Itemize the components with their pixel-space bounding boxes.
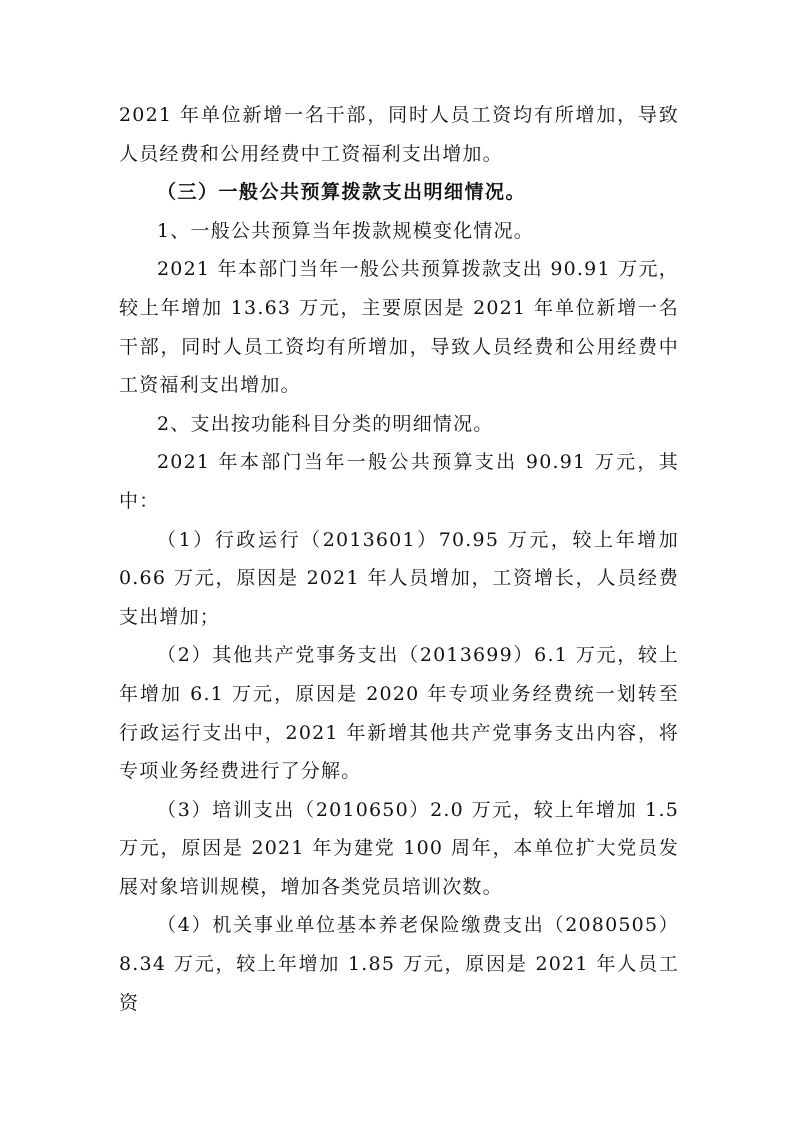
subsection-heading-1: 1、一般公共预算当年拨款规模变化情况。	[157, 219, 534, 242]
paragraph-continuation: 2021 年单位新增一名干部，同时人员工资均有所增加，导致人员经费和公用经费中工资福利支出增加。	[119, 104, 679, 165]
list-item-1: （1）行政运行（2013601）70.95 万元，较上年增加 0.66 万元，原因是 2021 年人员增加，工资增长，人员经费支出增加；	[119, 528, 679, 628]
section-heading: （三）一般公共预算拨款支出明细情况。	[157, 181, 527, 204]
paragraph-budget-summary: 2021 年本部门当年一般公共预算拨款支出 90.91 万元，较上年增加 13.63 万元，主要原因是 2021 年单位新增一名干部，同时人员工资均有所增加，导致人员经费和公用经费中工资福利支出增加。	[119, 258, 679, 397]
subsection-heading-2: 2、支出按功能科目分类的明细情况。	[157, 412, 494, 435]
paragraph-expense-intro: 2021 年本部门当年一般公共预算支出 90.91 万元，其中：	[119, 451, 679, 512]
list-item-4: （4）机关事业单位基本养老保险缴费支出（2080505）8.34 万元，较上年增加 1.85 万元，原因是 2021 年人员工资	[119, 914, 679, 1014]
list-item-2: （2）其他共产党事务支出（2013699）6.1 万元，较上年增加 6.1 万元，原因是 2020 年专项业务经费统一划转至行政运行支出中，2021 年新增其他共产党事务支出内容，将专项业务经费进行了分解。	[119, 644, 679, 783]
document-body	[119, 96, 679, 1022]
list-item-3: （3）培训支出（2010650）2.0 万元，较上年增加 1.5 万元，原因是 2021 年为建党 100 周年，本单位扩大党员发展对象培训规模，增加各类党员培训次数。	[119, 798, 679, 898]
